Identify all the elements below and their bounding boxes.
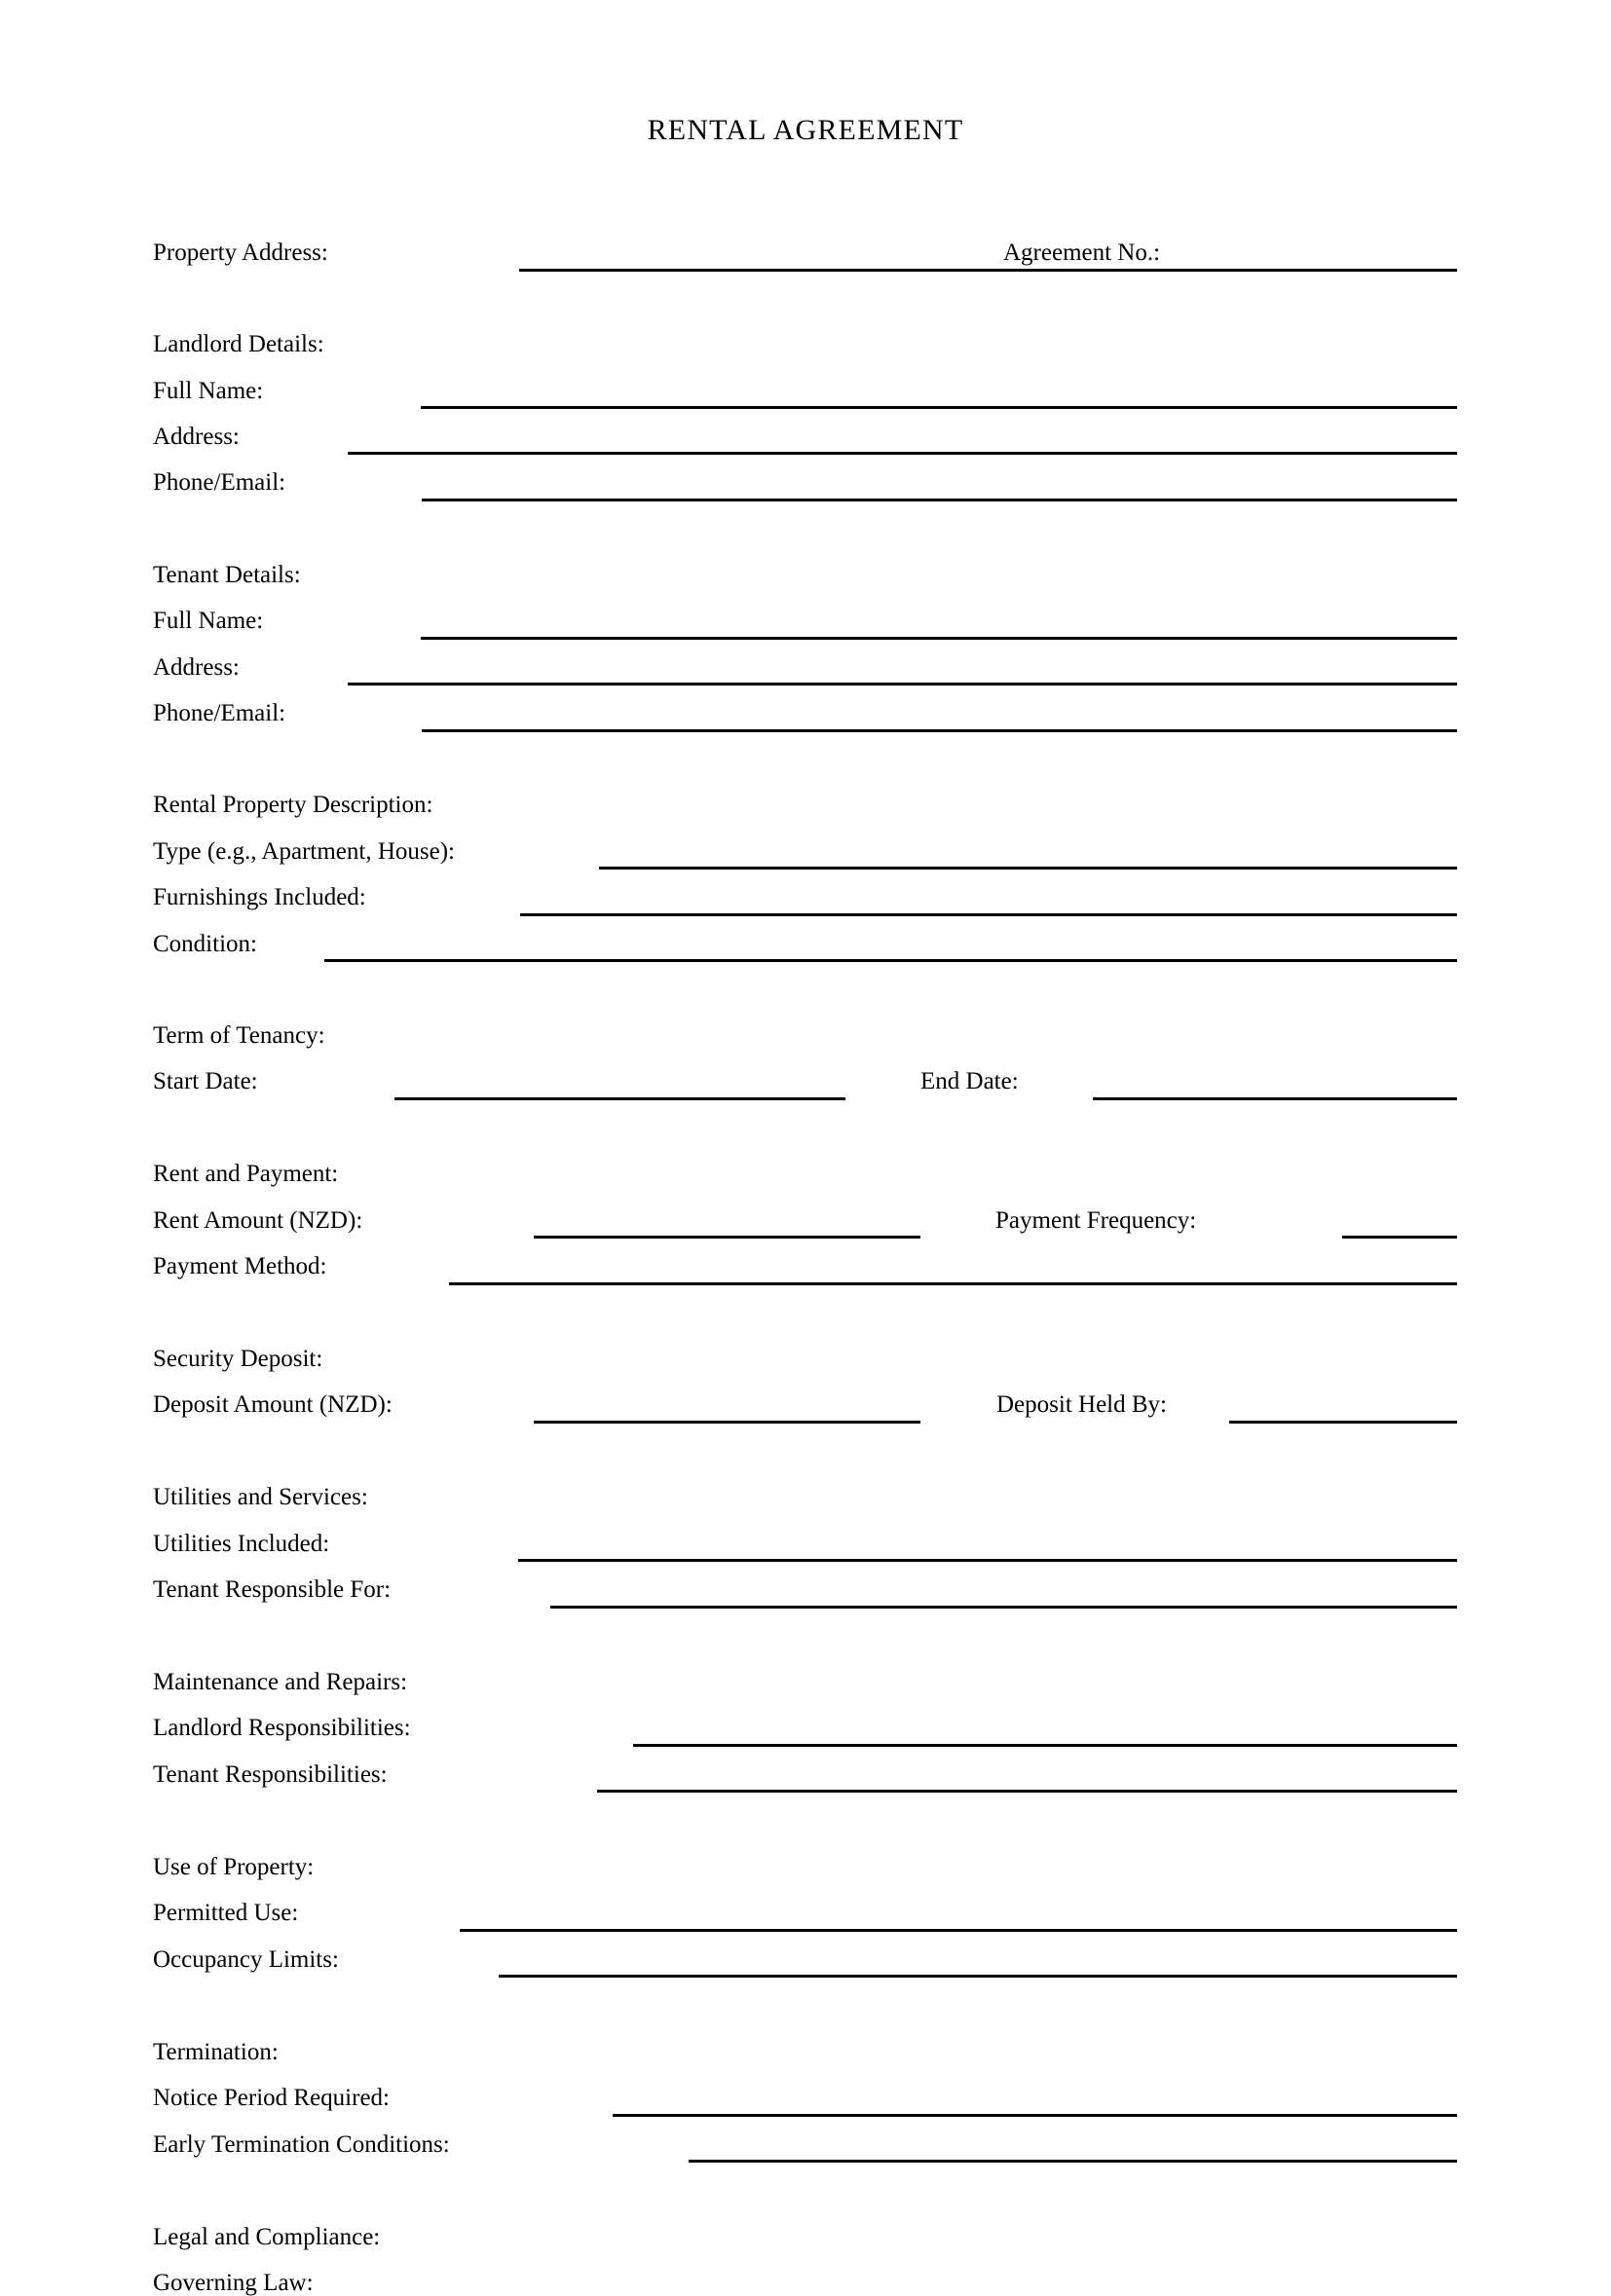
field-tenant-responsible-for[interactable] [550,1606,1457,1609]
label-tenant-responsible-for: Tenant Responsible For: [153,1576,392,1603]
field-tenant-full-name[interactable] [421,637,1457,640]
field-landlord-responsibilities[interactable] [633,1744,1457,1747]
field-payment-method[interactable] [449,1282,1457,1285]
label-notice-period-required: Notice Period Required: [153,2085,390,2111]
heading-use-of-property: Use of Property: [153,1854,315,1880]
field-start-date[interactable] [394,1097,845,1100]
label-occupancy-limits: Occupancy Limits: [153,1946,339,1973]
label-landlord-address: Address: [153,424,240,450]
label-agreement-no: Agreement No.: [1003,240,1161,266]
field-end-date[interactable] [1093,1097,1457,1100]
field-property-condition[interactable] [324,959,1457,962]
field-tenant-phone-email[interactable] [422,729,1457,732]
field-deposit-held-by[interactable] [1229,1421,1457,1424]
heading-rental-property-description: Rental Property Description: [153,792,433,818]
label-payment-method: Payment Method: [153,1253,327,1279]
field-notice-period-required[interactable] [613,2114,1457,2117]
label-deposit-amount: Deposit Amount (NZD): [153,1391,393,1418]
label-landlord-full-name: Full Name: [153,378,264,404]
field-deposit-amount[interactable] [534,1421,920,1424]
heading-security-deposit: Security Deposit: [153,1346,323,1372]
label-tenant-full-name: Full Name: [153,608,264,634]
label-property-condition: Condition: [153,931,257,957]
field-occupancy-limits[interactable] [499,1975,1457,1978]
label-start-date: Start Date: [153,1068,258,1094]
field-property-address[interactable] [519,269,1457,272]
heading-utilities-and-services: Utilities and Services: [153,1484,368,1510]
label-landlord-phone-email: Phone/Email: [153,469,286,496]
field-permitted-use[interactable] [460,1929,1457,1932]
field-landlord-full-name[interactable] [421,406,1457,409]
label-tenant-phone-email: Phone/Email: [153,700,286,726]
page-title: RENTAL AGREEMENT [647,114,964,146]
field-tenant-responsibilities[interactable] [597,1790,1457,1793]
field-payment-frequency[interactable] [1342,1236,1457,1239]
field-early-termination-conditions[interactable] [689,2160,1457,2163]
field-utilities-included[interactable] [518,1559,1457,1562]
field-landlord-address[interactable] [348,452,1457,455]
heading-termination: Termination: [153,2039,279,2065]
label-utilities-included: Utilities Included: [153,1531,330,1557]
label-governing-law: Governing Law: [153,2270,314,2296]
label-property-address: Property Address: [153,240,328,266]
label-tenant-address: Address: [153,654,240,681]
field-property-type[interactable] [599,867,1457,870]
heading-rent-and-payment: Rent and Payment: [153,1161,339,1187]
label-deposit-held-by: Deposit Held By: [996,1391,1167,1418]
label-landlord-responsibilities: Landlord Responsibilities: [153,1715,411,1741]
heading-landlord-details: Landlord Details: [153,331,324,357]
heading-maintenance-and-repairs: Maintenance and Repairs: [153,1669,408,1695]
label-furnishings-included: Furnishings Included: [153,884,366,910]
field-tenant-address[interactable] [348,683,1457,685]
label-permitted-use: Permitted Use: [153,1900,299,1926]
heading-legal-and-compliance: Legal and Compliance: [153,2224,381,2250]
field-rent-amount[interactable] [534,1236,920,1239]
field-landlord-phone-email[interactable] [422,499,1457,501]
label-tenant-responsibilities: Tenant Responsibilities: [153,1761,388,1788]
heading-tenant-details: Tenant Details: [153,562,301,588]
heading-term-of-tenancy: Term of Tenancy: [153,1022,325,1049]
label-payment-frequency: Payment Frequency: [995,1207,1197,1234]
label-end-date: End Date: [920,1068,1019,1094]
label-rent-amount: Rent Amount (NZD): [153,1207,363,1234]
label-early-termination-conditions: Early Termination Conditions: [153,2131,450,2158]
field-furnishings-included[interactable] [520,913,1457,916]
label-property-type: Type (e.g., Apartment, House): [153,838,455,865]
